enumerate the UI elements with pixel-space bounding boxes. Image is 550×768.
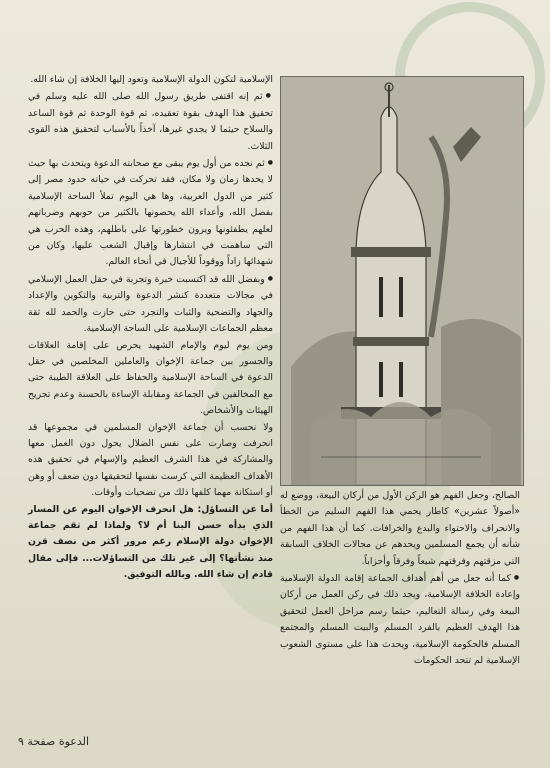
paragraph: ومن يوم ليوم والإمام الشهيد يحرص على إقامة العلاقات والجسور بين جماعة الإخوان والعاملين المخلصين في حقل الدعوة في الساحة الإسلامية والحفاظ على العلاقة الطيبة حتى مع المخالفين في الجماعة ومقابلة الإساءة بالحسنة وعدم تجريح الهيئات والأشخاص.	[28, 339, 273, 417]
right-text-column	[280, 488, 520, 669]
paragraph: ● ثم نجده من أول يوم يبقى مع صحابته الدعوة ويتحدث بها حيث لا يحدها زمان ولا مكان، فقد تحركت في حياته حدود مصر إلى كثير من الدول العربية، وها هي اليوم تملأ الساحة الإسلامية بفضل الله، وأعداء الله يحصونها بالكثير من حوبهم وضرباتهم لعلهم يطفئونها ويرون خطورتها على باطلهم، وهذه الحرب هي التي ساهمت في انتشارها وإقبال الشعب عليها، وكان من شهدائها زاداً ووقوداً للأجيال في أنحاء العالم.	[28, 155, 273, 271]
paragraph: ● وبفضل الله قد اكتسبت خبرة وتجربة في حقل العمل الإسلامي في مجالات متعددة كنشر الدعوة والتربية والتكوين والإعداد والجهاد والتضحية والثبات والتجرد حتى حازت والحمد لله ثقة معظم الجماعات الإسلامية على الساحة الإسلامية.	[28, 271, 273, 338]
left-text-column	[28, 72, 273, 584]
minaret-photo	[280, 76, 524, 486]
paragraph: ولا نحسب أن جماعة الإخوان المسلمين في مجموعها قد انحرفت وصارت على نفس الضلال يحول دون العمل معها والمشاركة في هذا الشرف العظيم والإسهام في تحقيق هذه الأهداف العظيمة التي كرست نفسها لتحقيقها دون ضعف أو وهن أو استكانة مهما كلفها ذلك من تضحيات وأوقات.	[28, 421, 273, 499]
paragraph: الصالح، وجعل الفهم هو الركن الأول من أركان البيعة، ووضع له «أصولاً عشرين» كاطار يحمي هذا الفهم السليم من الخطأ والانحراف والاحتواء والبدع والخرافات. كما أن هذا الفهم من شأنه أن يجمع المسلمين ويحدهم عن مجالات الخلاف السابقة التي مزقتهم وفرقتهم شيعاً وفرقاً وأحزاباً.	[280, 490, 520, 567]
closing-paragraph: أما عن التساؤل: هل انحرف الإخوان اليوم عن المسار الذي بدأه حسن البنا أم لا؟ ولماذا لم تقم جماعة الإخوان دولة الإسلام رغم مرور أكثر من نصف قرن منذ نشأتها؟ إلى غير تلك من التساؤلات... فإلى مقال قادم إن شاء الله. وبالله التوفيق.	[28, 503, 273, 581]
minaret-illustration	[281, 77, 523, 485]
paragraph: الإسلامية لتكون الدولة الإسلامية وتعود إليها الخلافة إن شاء الله.	[30, 74, 273, 85]
paragraph: ● كما أنه جعل من أهم أهداف الجماعة إقامة الدولة الإسلامية وإعادة الخلافة الإسلامية، ويجد ذلك في ركن العمل من أركان البيعة وفي رسالة التعاليم، حيثما رسم مراحل العمل لتحقيق هذا الهدف العظيم بالفرد المسلم والبيت المسلم والمجتمع المسلم فالحكومة الإسلامية، ويحدث هذا على مستوى الشعوب الإسلامية لم تتحد الحكومات	[280, 570, 520, 669]
paragraph: ● ثم إنه اقتفى طريق رسول الله صلى الله عليه وسلم في تحقيق هذا الهدف بقوة تعقيده، ثم قوة الوحدة ثم قوة الساعد والسلاح حيثما لا يجدي غيرها، آخذاً بالأسباب لتحقيق هذه القوى الثلاث.	[28, 88, 273, 155]
page-footer: الدعوة صفحة ٩	[18, 735, 90, 748]
